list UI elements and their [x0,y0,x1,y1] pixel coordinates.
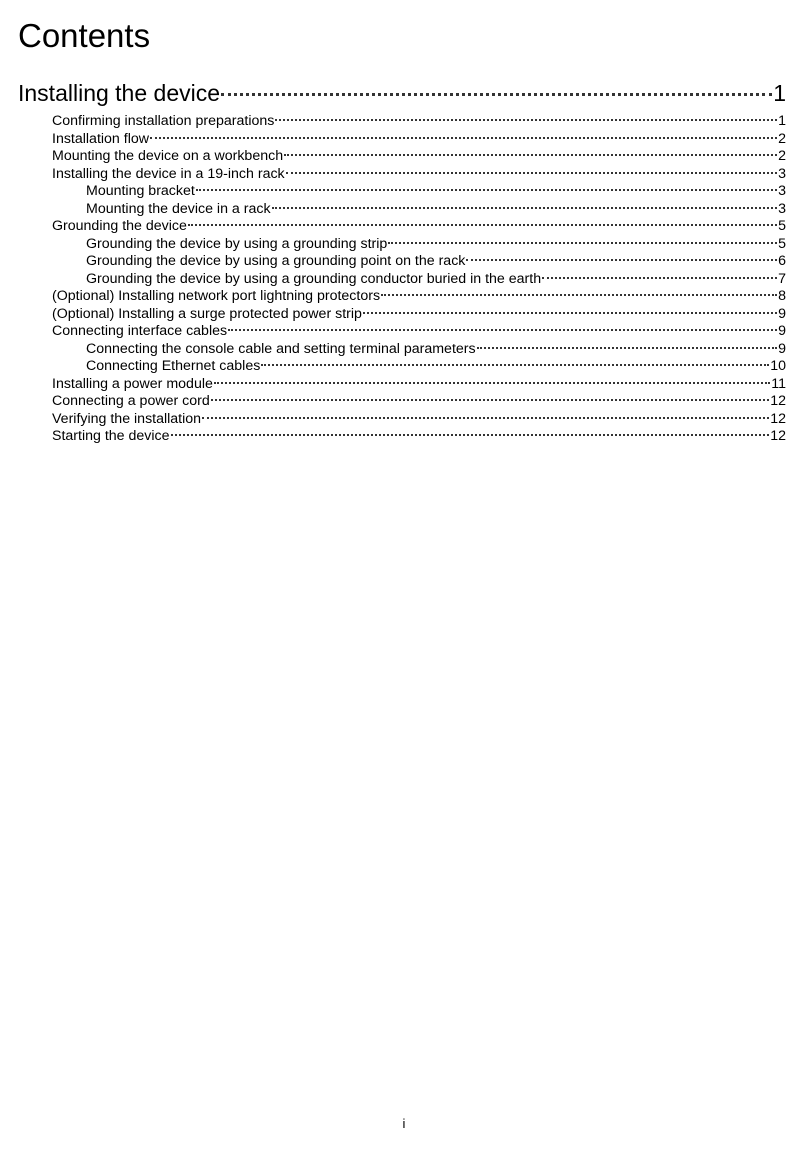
toc-entry-label[interactable]: Connecting a power cord [52,393,210,409]
toc-dot-leader [477,347,778,349]
toc-entry-label[interactable]: Installing the device [18,80,221,106]
toc-dot-leader [211,399,769,401]
toc-entry-label[interactable]: Installation flow [52,130,149,147]
toc-entry-page[interactable]: 9 [778,340,786,357]
toc-entry-label[interactable]: Installing a power module [52,375,213,392]
toc-entry[interactable] [18,271,786,289]
toc-entry[interactable] [18,236,786,254]
toc-dot-leader [214,382,770,384]
toc-entry-page[interactable]: 12 [770,393,786,409]
toc-entry-label[interactable]: Verifying the installation [52,410,202,427]
toc-entry[interactable] [18,131,786,149]
toc-entry[interactable] [18,183,786,201]
toc-dot-leader [286,172,777,174]
toc-entry-label[interactable]: Confirming installation preparations [52,113,275,129]
toc-entry-label[interactable]: Mounting bracket [86,183,195,199]
toc-entry-label[interactable]: Installing the device in a 19-inch rack [52,165,285,182]
page-number: i [402,1116,406,1131]
toc-entry[interactable] [18,376,786,394]
toc-dot-leader [272,207,778,209]
toc-entry-page[interactable]: 1 [778,113,786,129]
toc-entry-page[interactable]: 11 [771,375,786,392]
toc-entry-page[interactable]: 1 [773,80,786,106]
toc-entry[interactable] [18,323,786,341]
toc-entry-page[interactable]: 10 [770,358,786,374]
toc-dot-leader [188,224,777,226]
toc-entry[interactable] [18,201,786,219]
toc-entry-label[interactable]: Starting the device [52,428,170,444]
toc-entry-label[interactable]: (Optional) Installing a surge protected power strip [52,305,362,322]
toc-entry-page[interactable]: 5 [778,218,786,234]
toc-entry-page[interactable]: 9 [778,305,786,322]
toc-entry[interactable] [18,428,786,446]
toc-entry-label[interactable]: Connecting Ethernet cables [86,358,261,374]
toc-entry-page[interactable]: 7 [778,270,786,287]
toc-dot-leader [363,312,777,314]
toc-entry-page[interactable]: 9 [778,323,786,339]
toc-entry-page[interactable]: 2 [778,148,786,164]
toc-entry[interactable] [18,393,786,411]
toc-entry[interactable] [18,113,786,131]
toc-entry-page[interactable]: 12 [770,410,786,427]
toc-entry-label[interactable]: Connecting the console cable and setting terminal parameters [86,340,476,357]
toc-dot-leader [196,189,777,191]
toc-entry-label[interactable]: Grounding the device by using a grounding point on the rack [86,253,466,269]
toc-entry-label[interactable]: Mounting the device on a workbench [52,148,284,164]
toc-entry[interactable] [18,78,786,108]
toc-entry[interactable] [18,166,786,184]
toc-dot-leader [466,259,777,261]
toc-dot-leader [388,242,777,244]
toc-entry-label[interactable]: Grounding the device by using a grounding conductor buried in the earth [86,270,542,287]
toc-entry[interactable] [18,306,786,324]
toc-entry-page[interactable]: 3 [778,183,786,199]
toc-entry[interactable] [18,288,786,306]
toc-entry-page[interactable]: 5 [778,235,786,252]
toc-dot-leader [150,137,777,139]
toc-dot-leader [228,329,777,331]
toc-entry-label[interactable]: Connecting interface cables [52,323,228,339]
toc-entry[interactable] [18,218,786,236]
page-title: Contents [18,17,151,54]
toc-entry-page[interactable]: 6 [778,253,786,269]
toc-dot-leader [261,364,769,366]
toc-dot-leader [542,277,777,279]
toc-entry[interactable] [18,341,786,359]
toc-entry[interactable] [18,411,786,429]
toc-dot-leader [171,434,770,436]
toc-entry-page[interactable]: 3 [778,165,786,182]
toc-dot-leader [381,294,777,296]
toc-entry-label[interactable]: Mounting the device in a rack [86,200,271,217]
toc-entry[interactable] [18,253,786,271]
toc-entry-page[interactable]: 3 [778,200,786,217]
toc-entry-label[interactable]: Grounding the device by using a grounding strip [86,235,388,252]
table-of-contents [18,78,786,446]
toc-entry-page[interactable]: 8 [778,288,786,304]
toc-entry-label[interactable]: (Optional) Installing network port lightning protectors [52,288,381,304]
toc-dot-leader [284,154,777,156]
toc-dot-leader [202,417,769,419]
toc-entry[interactable] [18,148,786,166]
toc-entry-label[interactable]: Grounding the device [52,218,187,234]
toc-entry-page[interactable]: 2 [778,130,786,147]
toc-entry[interactable] [18,358,786,376]
toc-dot-leader [275,119,777,121]
toc-entry-page[interactable]: 12 [770,428,786,444]
toc-dot-leader [221,93,772,96]
